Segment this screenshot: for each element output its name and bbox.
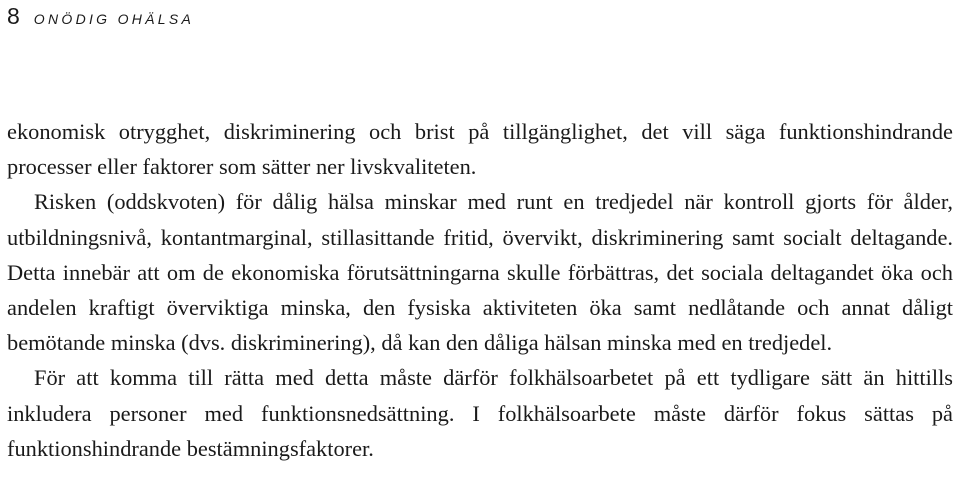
paragraph-continuation: ekonomisk otrygghet, diskriminering och brist på tillgänglighet, det vill säga funktionshindrande processer eller faktorer som sätter ner livskvaliteten. xyxy=(7,119,953,180)
page-number: 8 xyxy=(7,3,20,29)
running-head: ONÖDIG OHÄLSA xyxy=(33,11,195,27)
paragraph-risk: Risken (oddskvoten) för dålig hälsa minskar med runt en tredjedel när kontroll gjorts för ålder, utbildningsnivå, kontantmarginal, stillasittande fritid, övervikt, diskriminering samt socialt deltagande. Detta innebär att om de ekonomiska förutsättningarna skulle förbättras, det sociala deltagandet öka och andelen kraftigt överviktiga minska, den fysiska aktiviteten öka samt nedlåtande och annat dåligt bemötande minska (dvs. diskriminering), då kan den dåliga hälsan minska med en tredjedel. xyxy=(7,189,953,356)
page-header xyxy=(7,2,194,30)
paragraph-public-health: För att komma till rätta med detta måste därför folkhälsoarbetet på ett tydligare sätt än hittills inkludera personer med funktionsnedsättning. I folkhälsoarbete måste därför fokus sättas på funktionshindrande bestämningsfaktorer. xyxy=(7,365,953,461)
body-text xyxy=(7,114,953,466)
